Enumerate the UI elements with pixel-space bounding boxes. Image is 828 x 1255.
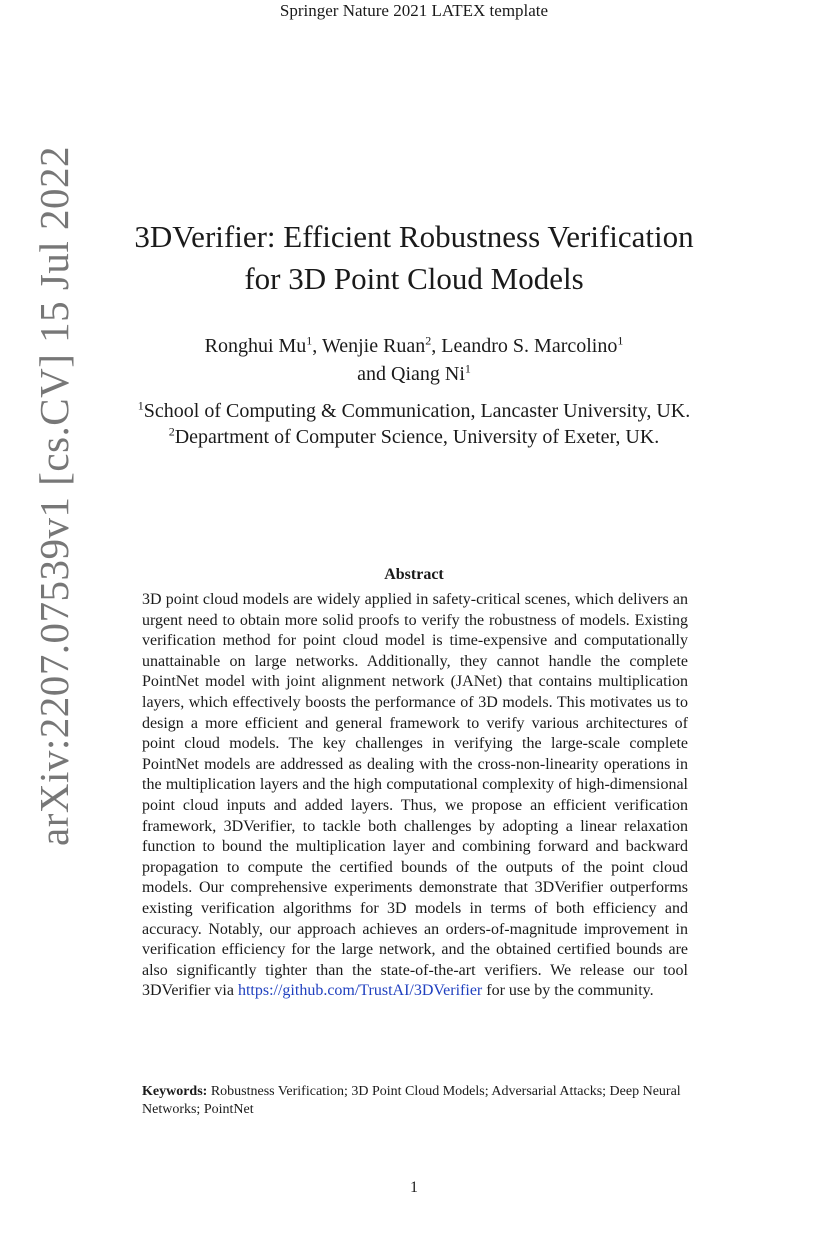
author-affil-sup: 1 bbox=[464, 361, 471, 376]
affiliation-1 bbox=[100, 398, 728, 424]
author-separator: , bbox=[312, 335, 322, 357]
author-name: Wenjie Ruan bbox=[321, 335, 426, 357]
author-conjunction: and bbox=[357, 363, 391, 385]
author-affil-sup: 1 bbox=[617, 333, 624, 348]
author-name: Leandro S. Marcolino bbox=[441, 335, 618, 357]
affiliation-2 bbox=[100, 424, 728, 450]
keywords-label: Keywords: bbox=[142, 1084, 208, 1099]
repo-link[interactable]: https://github.com/TrustAI/3DVerifier bbox=[237, 982, 483, 1000]
author-separator: , bbox=[431, 335, 442, 357]
author-name: Qiang Ni bbox=[391, 363, 465, 385]
title-line-2: for 3D Point Cloud Models bbox=[244, 261, 584, 296]
author-affil-sup: 1 bbox=[306, 333, 313, 348]
affiliation-sup: 1 bbox=[137, 398, 144, 413]
keywords-text: Robustness Verification; 3D Point Cloud Models; Adversarial Attacks; Deep Neural Networks; PointNet bbox=[142, 1084, 681, 1117]
author-line-2 bbox=[100, 360, 728, 388]
abstract-tail: for use by the community. bbox=[482, 982, 654, 1000]
paper-title bbox=[100, 216, 728, 300]
author-affil-sup: 2 bbox=[425, 333, 432, 348]
title-line-1: 3DVerifier: Efficient Robustness Verification bbox=[134, 219, 694, 254]
affiliation-text: Department of Computer Science, University of Exeter, UK. bbox=[174, 426, 660, 448]
author-line-1 bbox=[100, 332, 728, 360]
latex-logo: LATEX bbox=[431, 1, 486, 20]
arxiv-side-stamp: arXiv:2207.07539v1 [cs.CV] 15 Jul 2022 bbox=[31, 145, 77, 847]
header-text-pre: Springer Nature 2021 bbox=[279, 1, 432, 20]
keywords bbox=[142, 1083, 688, 1119]
author-list bbox=[100, 332, 728, 388]
page-number: 1 bbox=[410, 1179, 418, 1196]
author-name: Ronghui Mu bbox=[204, 335, 307, 357]
affiliation-sup: 2 bbox=[168, 424, 175, 439]
running-header bbox=[0, 0, 828, 22]
affiliation-text: School of Computing & Communication, Lancaster University, UK. bbox=[143, 400, 691, 422]
abstract-heading: Abstract bbox=[384, 566, 444, 583]
header-text-post: template bbox=[485, 1, 549, 20]
affiliation-list bbox=[100, 398, 728, 450]
abstract-body bbox=[142, 590, 688, 1002]
abstract-text: 3D point cloud models are widely applied in safety-critical scenes, which delivers an urgent need to obtain more solid proofs to verify the robustness of models. Existing verification method for point cloud model is time-expensive and computationally unattainable on large networks. Additionally, they cannot handle the complete PointNet model with joint alignment network (JANet) that contains multiplication layers, which effectively boosts the performance of 3D models. This motivates us to design a more efficient and general framework to verify various architectures of point cloud models. The key challenges in verifying the large-scale complete PointNet models are addressed as dealing with the cross-non-linearity operations in the multiplication layers and the high computational complexity of high-dimensional point cloud inputs and added layers. Thus, we propose an efficient verification framework, 3DVerifier, to tackle both challenges by adopting a linear relaxation function to bound the multiplication layer and combining forward and backward propagation to compute the certified bounds of the outputs of the point cloud models. Our comprehensive experiments demonstrate that 3DVerifier outperforms existing verification algorithms for 3D models in terms of both efficiency and accuracy. Notably, our approach achieves an orders-of-magnitude improvement in verification efficiency for the large network, and the obtained certified bounds are also significantly tighter than the state-of-the-art verifiers. We release our tool 3DVerifier via bbox=[142, 591, 688, 1000]
